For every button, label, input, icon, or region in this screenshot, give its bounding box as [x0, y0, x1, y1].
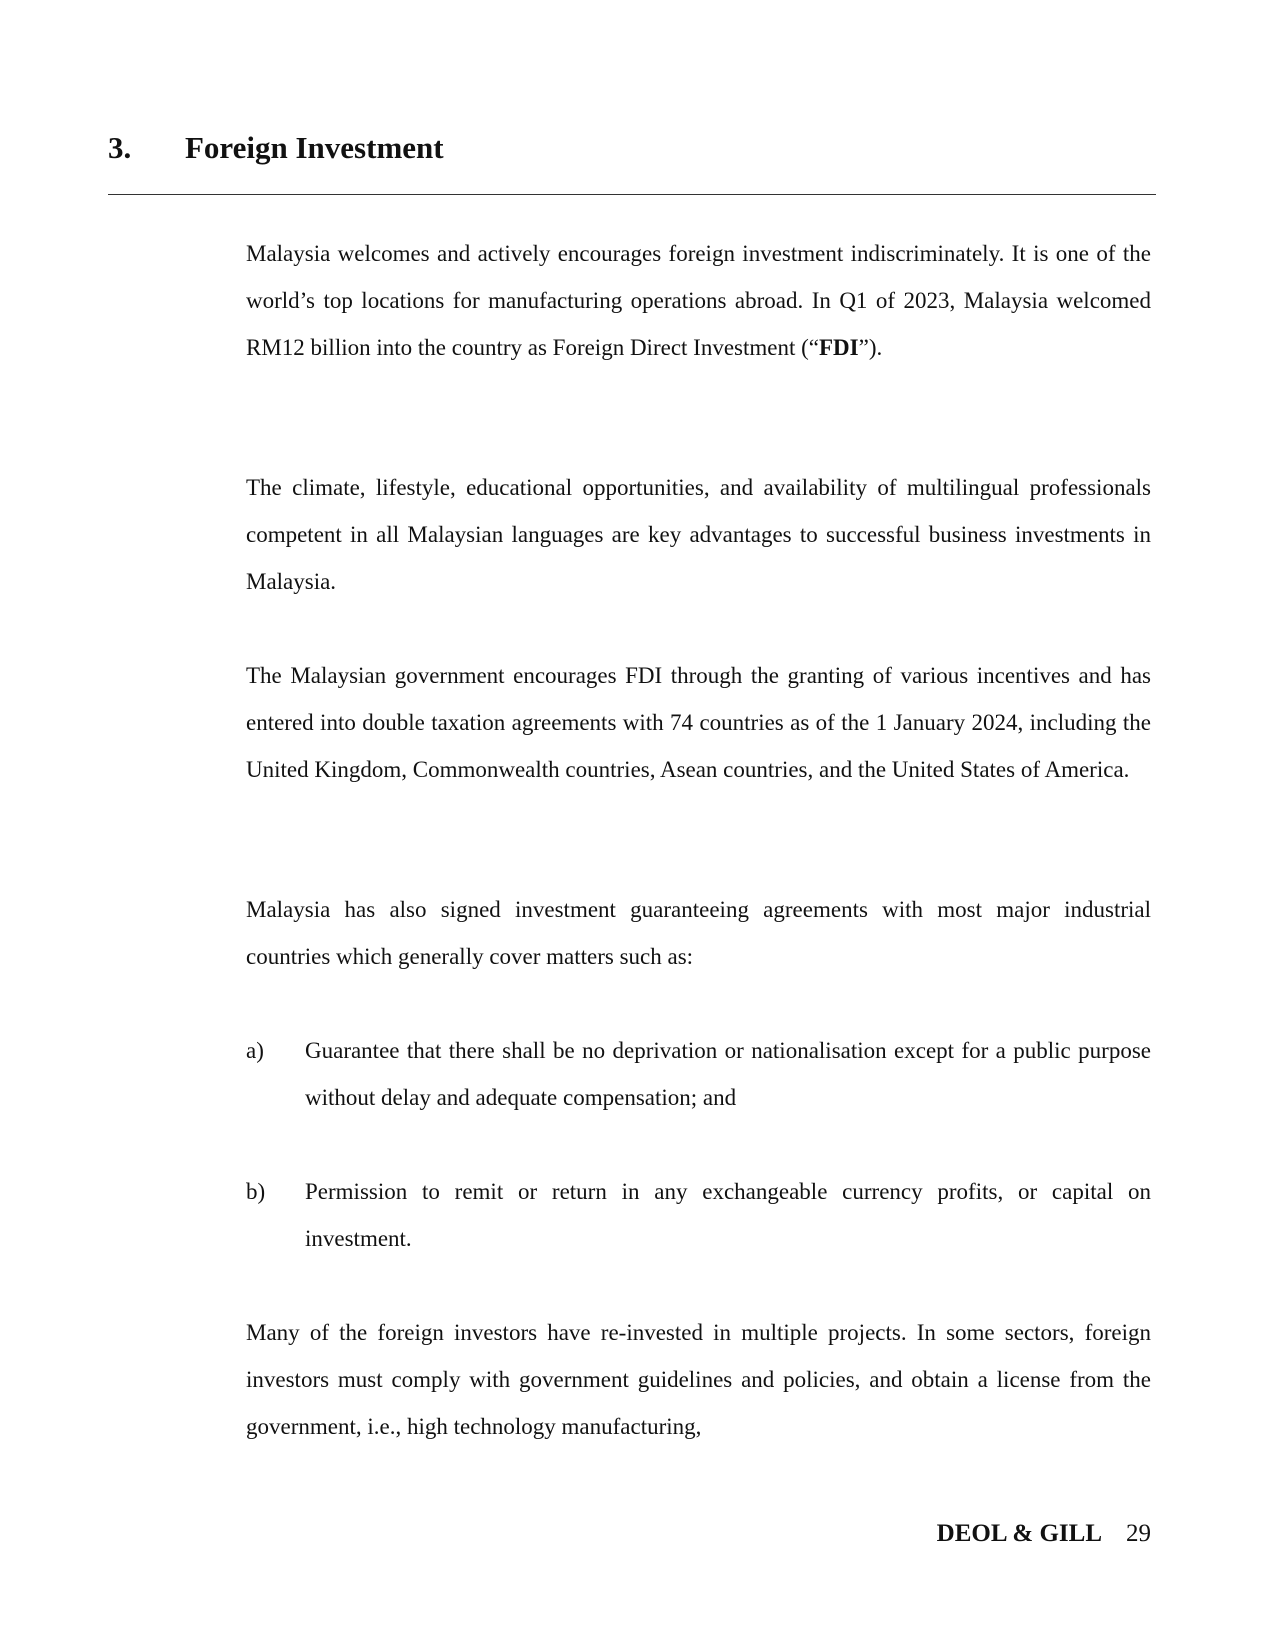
firm-name: DEOL & GILL	[936, 1520, 1102, 1547]
section-title: Foreign Investment	[185, 130, 444, 165]
page-number: 29	[1126, 1520, 1151, 1547]
list-item-text: Permission to remit or return in any exchangeable currency profits, or capital on investment.	[305, 1179, 1151, 1251]
section-number: 3.	[108, 130, 132, 165]
page-footer	[937, 1518, 1151, 1550]
paragraph-agreements: Malaysia has also signed investment guaranteeing agreements with most major industrial countries which generally cover matters such as:	[246, 897, 1151, 969]
list-item-text: Guarantee that there shall be no deprivation or nationalisation except for a public purpose without delay and adequate compensation; and	[305, 1038, 1151, 1110]
paragraph-intro	[246, 230, 1151, 371]
paragraph-intro-end: ”).	[858, 335, 883, 360]
paragraph-incentives: The Malaysian government encourages FDI through the granting of various incentives and has entered into double taxation agreements with 74 countries as of the 1 January 2024, including the United Kingdom, Commonwealth countries, Asean countries, and the United States of America.	[246, 663, 1151, 782]
defined-term-fdi: FDI	[818, 335, 859, 360]
paragraph-reinvestment: Many of the foreign investors have re-invested in multiple projects. In some sectors, foreign investors must comply with government guidelines and policies, and obtain a license from the government, i.e., high technology manufacturing,	[246, 1320, 1151, 1439]
paragraph-advantages: The climate, lifestyle, educational opportunities, and availability of multilingual professionals competent in all Malaysian languages are key advantages to successful business investments in Malaysia.	[246, 475, 1151, 594]
list-item-b	[246, 1168, 1151, 1262]
paragraph-intro-text: Malaysia welcomes and actively encourages foreign investment indiscriminately. It is one of the world’s top locations for manufacturing operations abroad. In Q1 of 2023, Malaysia welcomed RM12 billion into the country as Foreign Direct Investment (“	[246, 241, 1151, 360]
list-marker: b)	[246, 1179, 266, 1204]
section-heading	[108, 128, 1158, 168]
heading-divider	[108, 194, 1156, 195]
list-marker: a)	[246, 1038, 264, 1063]
list-item-a	[246, 1027, 1151, 1121]
